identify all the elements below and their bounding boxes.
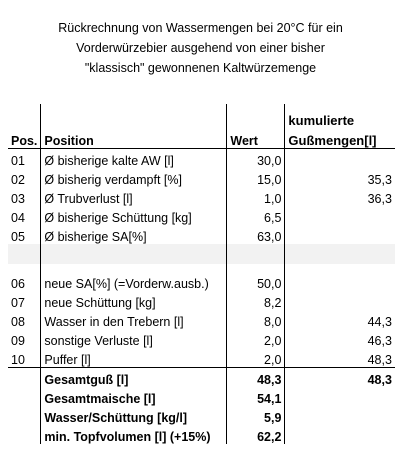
table-row xyxy=(8,206,395,225)
title-line-1: Rückrechnung von Wassermengen bei 20°C für ein xyxy=(58,21,343,35)
header-row-2 xyxy=(8,128,395,149)
row-cumulative: 35,3 xyxy=(285,168,395,187)
row-position: sonstige Verluste [l] xyxy=(41,329,227,348)
header-row-1 xyxy=(8,104,395,128)
row-pos: 07 xyxy=(11,296,25,310)
table-row xyxy=(8,168,395,187)
summary-row xyxy=(8,425,395,444)
summary-row xyxy=(8,368,395,388)
row-position: neue Schüttung [kg] xyxy=(41,291,227,310)
row-cumulative xyxy=(285,225,395,244)
row-wert: 2,0 xyxy=(227,348,285,368)
summary-wert: 48,3 xyxy=(227,368,285,388)
row-position: Ø bisherige kalte AW [l] xyxy=(41,149,227,169)
summary-cumulative: 48,3 xyxy=(285,368,395,388)
header-pos: Pos. xyxy=(8,128,41,149)
summary-cumulative xyxy=(285,425,395,444)
row-pos: 08 xyxy=(11,315,25,329)
row-wert: 15,0 xyxy=(227,168,285,187)
row-pos: 10 xyxy=(11,353,25,367)
summary-wert: 54,1 xyxy=(227,387,285,406)
header-position: Position xyxy=(41,128,227,149)
summary-cumulative xyxy=(285,406,395,425)
separator-row xyxy=(8,244,395,264)
table-row xyxy=(8,149,395,169)
row-position: neue SA[%] (=Vorderw.ausb.) xyxy=(41,272,227,291)
header-wert: Wert xyxy=(227,128,285,149)
row-position: Puffer [l] xyxy=(41,348,227,368)
spacer-row xyxy=(8,264,395,272)
summary-wert: 5,9 xyxy=(227,406,285,425)
row-pos: 03 xyxy=(11,192,25,206)
row-wert: 30,0 xyxy=(227,149,285,169)
row-cumulative: 48,3 xyxy=(285,348,395,368)
row-cumulative: 46,3 xyxy=(285,329,395,348)
row-wert: 6,5 xyxy=(227,206,285,225)
row-wert: 1,0 xyxy=(227,187,285,206)
page-title xyxy=(0,18,401,78)
row-cumulative xyxy=(285,272,395,291)
summary-row xyxy=(8,406,395,425)
row-pos: 05 xyxy=(11,230,25,244)
table-row xyxy=(8,187,395,206)
summary-position: Gesamtmaische [l] xyxy=(41,387,227,406)
header-cumulative-line2: Gußmengen[l] xyxy=(285,128,395,149)
row-pos: 06 xyxy=(11,277,25,291)
row-pos: 04 xyxy=(11,211,25,225)
table-row xyxy=(8,310,395,329)
summary-wert: 62,2 xyxy=(227,425,285,444)
row-pos: 01 xyxy=(11,154,25,168)
row-wert: 2,0 xyxy=(227,329,285,348)
row-cumulative: 36,3 xyxy=(285,187,395,206)
table-row xyxy=(8,272,395,291)
row-cumulative xyxy=(285,149,395,169)
title-line-2: Vorderwürzebier ausgehend von einer bisher xyxy=(76,41,325,55)
header-cumulative-line1: kumulierte xyxy=(285,104,395,128)
row-wert: 8,0 xyxy=(227,310,285,329)
row-cumulative xyxy=(285,206,395,225)
summary-position: Gesamtguß [l] xyxy=(41,368,227,388)
summary-cumulative xyxy=(285,387,395,406)
table-row xyxy=(8,291,395,310)
row-position: Ø bisherig verdampft [%] xyxy=(41,168,227,187)
row-position: Wasser in den Trebern [l] xyxy=(41,310,227,329)
row-pos: 02 xyxy=(11,173,25,187)
row-wert: 50,0 xyxy=(227,272,285,291)
summary-position: min. Topfvolumen [l] (+15%) xyxy=(41,425,227,444)
table-row xyxy=(8,348,395,368)
row-position: Ø bisherige SA[%] xyxy=(41,225,227,244)
row-cumulative xyxy=(285,291,395,310)
row-position: Ø Trubverlust [l] xyxy=(41,187,227,206)
row-wert: 63,0 xyxy=(227,225,285,244)
row-position: Ø bisherige Schüttung [kg] xyxy=(41,206,227,225)
row-cumulative: 44,3 xyxy=(285,310,395,329)
row-wert: 8,2 xyxy=(227,291,285,310)
summary-row xyxy=(8,387,395,406)
title-line-3: "klassisch" gewonnenen Kaltwürzemenge xyxy=(84,61,317,75)
row-pos: 09 xyxy=(11,334,25,348)
table-row xyxy=(8,329,395,348)
summary-position: Wasser/Schüttung [kg/l] xyxy=(41,406,227,425)
table-row xyxy=(8,225,395,244)
water-calculation-table xyxy=(8,104,395,444)
